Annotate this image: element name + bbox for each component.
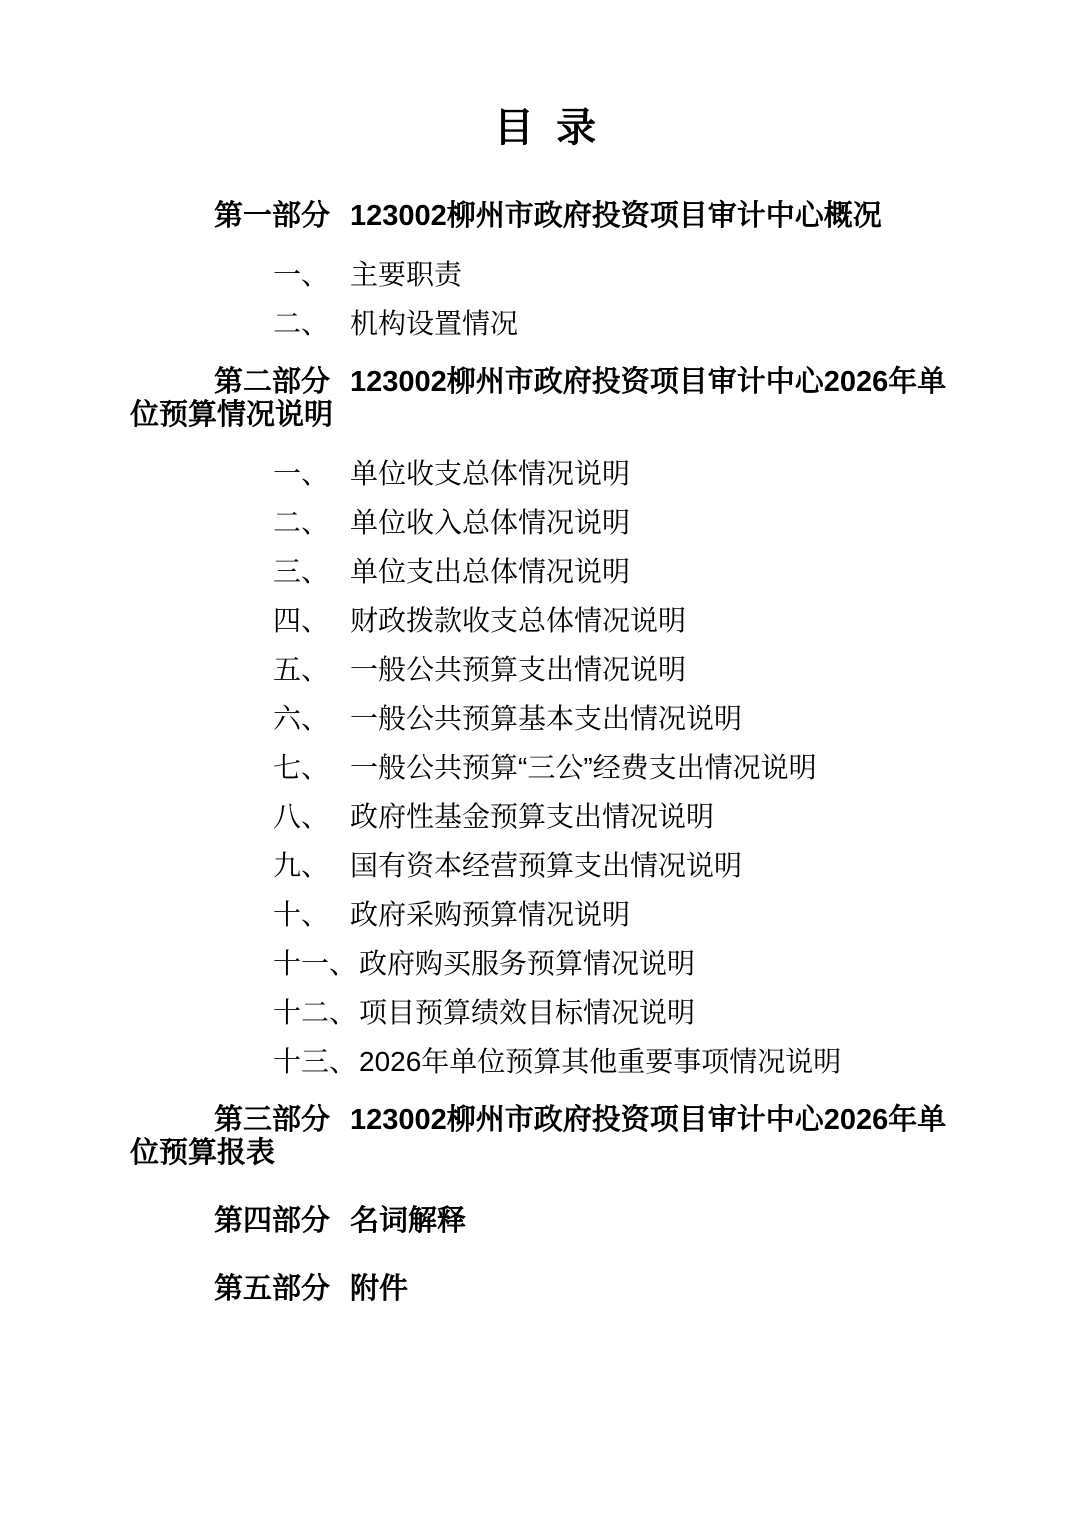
item-number: 五、 [273,654,330,685]
section-heading [130,1205,975,1238]
section-title: 123002柳州市政府投资项目审计中心2026年单位预算报表 [130,1104,947,1169]
toc-item [130,949,930,979]
toc-item [130,459,930,489]
item-number: 十二、 [273,997,358,1028]
toc-section-5 [130,1265,930,1333]
toc-item [130,998,930,1028]
item-number: 一、 [273,259,330,290]
item-text: 政府性基金预算支出情况说明 [350,801,715,832]
item-number: 一、 [273,458,330,489]
section-title: 附件 [350,1273,409,1305]
section-heading [130,200,975,233]
section-label: 第四部分 [214,1205,331,1237]
item-text: 单位收支总体情况说明 [350,458,631,489]
section-title: 123002柳州市政府投资项目审计中心2026年单位预算情况说明 [130,366,947,431]
item-number: 二、 [273,308,330,339]
item-number: 四、 [273,605,330,636]
item-text: 一般公共预算支出情况说明 [350,654,687,685]
toc-item [130,557,930,587]
section-heading [130,366,975,432]
toc-section-3 [130,1096,947,1197]
toc-item [130,655,930,685]
section-label: 第五部分 [214,1273,331,1305]
toc-section-4 [130,1197,930,1265]
item-number: 十一、 [273,948,358,979]
section-label: 第二部分 [214,366,331,398]
toc-item [130,1047,930,1077]
item-text: 一般公共预算“三公”经费支出情况说明 [350,752,817,783]
item-text: 主要职责 [350,259,463,290]
section-heading [130,1104,975,1170]
toc-item [130,508,930,538]
section-title: 123002柳州市政府投资项目审计中心概况 [350,200,882,232]
toc-section-2 [130,358,947,1096]
item-number: 九、 [273,850,330,881]
section-title: 名词解释 [350,1205,467,1237]
item-text: 项目预算绩效目标情况说明 [359,997,696,1028]
item-text: 国有资本经营预算支出情况说明 [350,850,743,881]
item-number: 八、 [273,801,330,832]
item-text: 财政拨款收支总体情况说明 [350,605,687,636]
toc-item [130,753,930,783]
toc-item [130,704,930,734]
item-text: 单位支出总体情况说明 [350,556,631,587]
toc-section-1 [130,192,930,358]
item-text: 政府购买服务预算情况说明 [359,948,696,979]
item-number: 三、 [273,556,330,587]
section-label: 第三部分 [214,1104,331,1136]
page-title: 目 录 [493,106,597,150]
item-text: 2026年单位预算其他重要事项情况说明 [359,1046,842,1077]
item-number: 六、 [273,703,330,734]
item-number: 十三、 [273,1046,358,1077]
item-text: 单位收入总体情况说明 [350,507,631,538]
toc-item [130,606,930,636]
toc-item [130,851,930,881]
toc-item [130,260,930,290]
item-text: 一般公共预算基本支出情况说明 [350,703,743,734]
item-number: 十、 [273,899,330,930]
item-number: 七、 [273,752,330,783]
section-heading [130,1273,975,1306]
item-text: 政府采购预算情况说明 [350,899,631,930]
toc-item [130,802,930,832]
toc-item [130,309,930,339]
item-number: 二、 [273,507,330,538]
section-label: 第一部分 [214,200,331,232]
item-text: 机构设置情况 [350,308,519,339]
toc-item [130,900,930,930]
